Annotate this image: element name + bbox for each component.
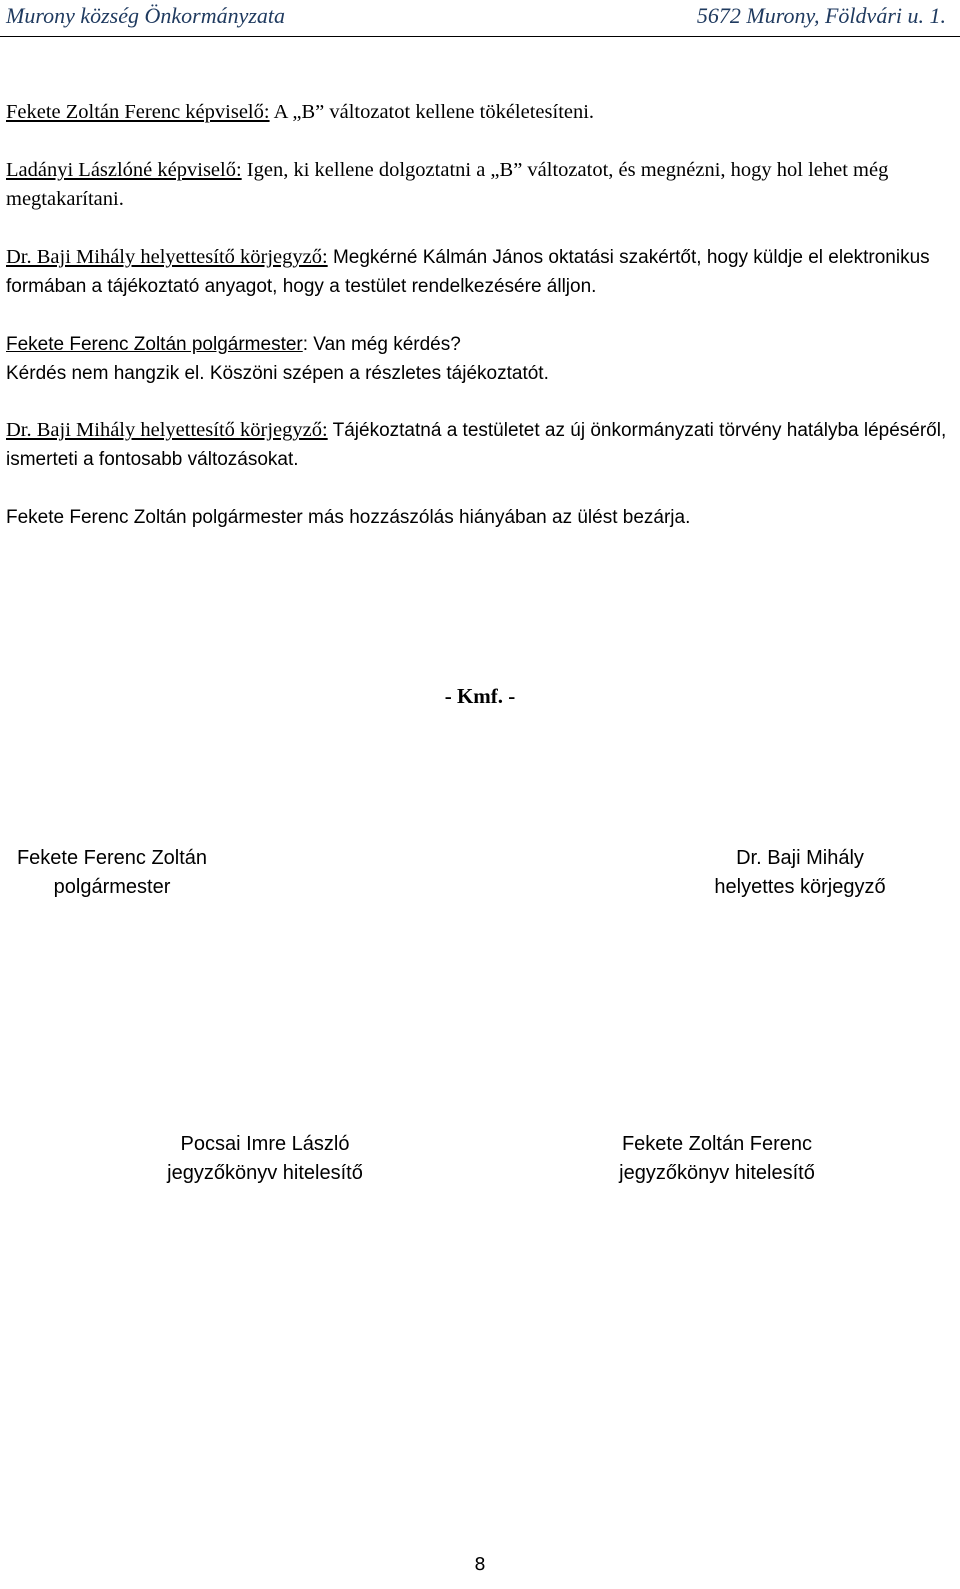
header-organization: Murony község Önkormányzata [6,3,286,28]
signature-title: jegyzőkönyv hitelesítő [619,1162,815,1184]
paragraph-text-line2: Kérdés nem hangzik el. Köszöni szépen a részletes tájékoztatót. [6,363,549,384]
header-address: 5672 Murony, Földvári u. 1. [696,3,946,28]
paragraph-5 [6,416,954,474]
signature-mayor [6,844,218,902]
page-number: 8 [474,1554,486,1575]
signature-title: jegyzőkönyv hitelesítő [167,1162,363,1184]
paragraph-text: Fekete Ferenc Zoltán polgármester más hozzászólás hiányában az ülést bezárja. [6,507,691,528]
signature-name: Fekete Ferenc Zoltán [16,847,208,869]
signature-authenticator-2 [592,1130,842,1188]
paragraph-text: Igen, ki kellene dolgoztatni a „B” változatot, és megnézni, hogy hol lehet még megtakarítani. [6,159,889,210]
signature-authenticator-1 [140,1130,390,1188]
paragraph-4 [6,330,954,388]
paragraph-text: A „B” változatot kellene tökéletesíteni. [269,101,595,123]
signature-notary [690,844,910,902]
paragraph-1 [6,98,954,127]
speaker-label: Dr. Baji Mihály helyettesítő körjegyző: [6,246,328,268]
speaker-label: Fekete Ferenc Zoltán polgármester [6,334,303,355]
page-header [0,0,960,37]
paragraph-6 [6,503,954,532]
paragraph-2 [6,156,954,214]
signature-name: Fekete Zoltán Ferenc [621,1133,813,1155]
signature-title: polgármester [53,876,171,898]
paragraph-text: Megkérné Kálmán János oktatási szakértőt, hogy küldje el elektronikus formában a tájékoztató anyagot, hogy a testület rendelkezésére álljon. [6,247,930,297]
paragraph-text: Tájékoztatná a testületet az új önkormányzati törvény hatályba lépéséről, ismerteti a fontosabb változásokat. [6,420,947,470]
signature-title: helyettes körjegyző [714,876,886,898]
kmf-mark: - Kmf. - [444,684,516,708]
speaker-label: Dr. Baji Mihály helyettesítő körjegyző: [6,419,328,441]
speaker-label: Fekete Zoltán Ferenc képviselő: [6,101,270,123]
signature-name: Pocsai Imre László [180,1133,350,1155]
signature-name: Dr. Baji Mihály [736,847,864,869]
paragraph-3 [6,243,954,301]
speaker-label: Ladányi Lászlóné képviselő: [6,159,242,181]
paragraph-text: : Van még kérdés? [302,334,461,355]
